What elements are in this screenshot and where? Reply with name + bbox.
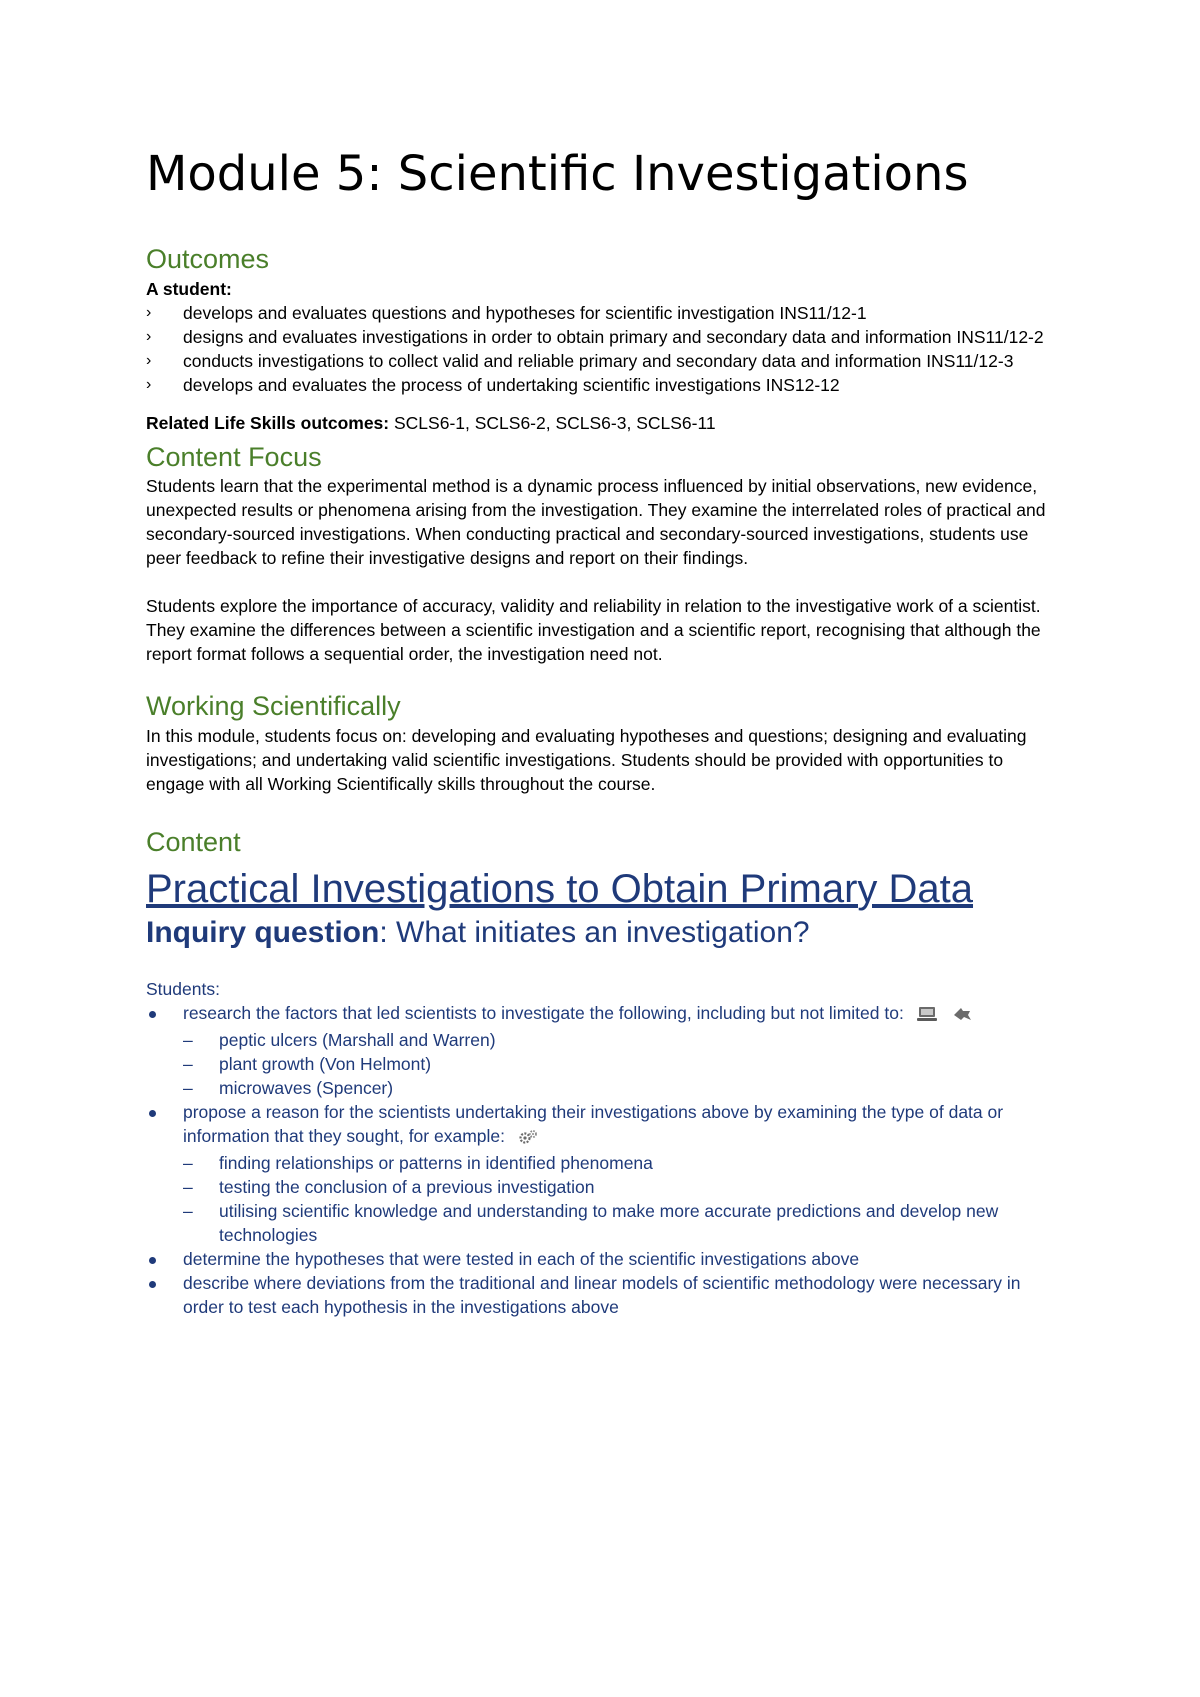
students-list [146,1001,1066,1319]
outcome-item [146,325,1066,349]
sub-list-item [183,1076,1066,1100]
chevron-right-icon: › [146,375,152,393]
dash-icon: – [183,1078,193,1099]
sub-list-item [183,1052,1066,1076]
list-item-text: propose a reason for the scientists undertaking their investigations above by examining the type of data or information that they sought, for example: [183,1102,1004,1147]
content-focus-paragraph: Students explore the importance of accuracy, validity and reliability in relation to the investigative work of a scientist. They examine the differences between a scientific investigation and a scientific report, recognising that although the report format follows a sequential order, the investigation need not. [146,596,1041,665]
sub-list-item [183,1028,1066,1052]
sub-list-text: microwaves (Spencer) [219,1078,394,1099]
working-scientifically-heading: Working Scientifically [146,691,401,722]
bullet-icon [149,1110,156,1117]
chevron-right-icon: › [146,351,152,369]
inquiry-text: : What initiates an investigation? [379,915,810,949]
practical-investigations-heading[interactable]: Practical Investigations to Obtain Primary Data [146,866,974,911]
sub-list-text: plant growth (Von Helmont) [219,1054,432,1075]
students-label: Students: [146,979,220,1000]
outcome-item [146,373,1066,397]
list-item [146,1100,1066,1247]
bullet-icon [149,1011,156,1018]
working-scientifically-section [146,690,1066,796]
related-value: SCLS6-1, SCLS6-2, SCLS6-3, SCLS6-11 [394,412,716,433]
content-heading: Content [146,827,241,858]
sub-list-item [183,1199,1066,1247]
bullet-icon [149,1257,156,1264]
outcome-text: conducts investigations to collect valid and reliable primary and secondary data and information INS11/12-3 [183,350,1014,371]
list-item-text: describe where deviations from the traditional and linear models of scientific methodology were necessary in order to test each hypothesis in the investigations above [183,1273,1021,1318]
sub-list-text: finding relationships or patterns in identified phenomena [219,1153,653,1174]
students-block [146,977,1066,1319]
sub-list [183,1028,1066,1100]
list-item [146,1001,1066,1100]
dash-icon: – [183,1054,193,1075]
critical-thinking-icon [952,1004,972,1028]
inquiry-question [146,914,1066,952]
bullet-icon [149,1281,156,1288]
outcomes-section [146,243,1066,435]
document-content [146,148,1066,1319]
chevron-right-icon: › [146,327,152,345]
sub-list-item [183,1151,1066,1175]
gears-icon [518,1127,538,1151]
list-item-text: research the factors that led scientists to investigate the following, including but not limited to: [183,1003,904,1024]
outcome-text: designs and evaluates investigations in order to obtain primary and secondary data and information INS11/12-2 [183,326,1044,347]
content-focus-section [146,441,1066,667]
outcome-text: develops and evaluates questions and hypotheses for scientific investigation INS11/12-1 [183,302,867,323]
dash-icon: – [183,1030,193,1051]
sub-list-text: testing the conclusion of a previous investigation [219,1177,595,1198]
inquiry-label: Inquiry question [146,915,380,949]
content-focus-paragraph: Students learn that the experimental method is a dynamic process influenced by initial observations, new evidence, unexpected results or phenomena arising from the investigation. They examine the interrelated roles of practical and secondary-sourced investigations. When conducting practical and secondary-sourced investigations, students use peer feedback to refine their investigative designs and report on their findings. [146,476,1046,569]
outcome-text: develops and evaluates the process of undertaking scientific investigations INS12-12 [183,374,840,395]
computer-icon [917,1004,939,1028]
list-item [146,1247,1066,1271]
outcomes-lead: A student: [146,278,232,299]
sub-list-text: utilising scientific knowledge and understanding to make more accurate predictions and develop new technologies [219,1201,999,1246]
list-item [146,1271,1066,1319]
dash-icon: – [183,1177,193,1198]
outcomes-list [146,301,1066,397]
content-focus-heading: Content Focus [146,441,322,472]
outcomes-heading: Outcomes [146,243,270,274]
dash-icon: – [183,1153,193,1174]
sub-list-item [183,1175,1066,1199]
outcome-item [146,301,1066,325]
sub-list-text: peptic ulcers (Marshall and Warren) [219,1030,496,1051]
dash-icon: – [183,1201,193,1222]
content-section [146,826,1066,1319]
related-label: Related Life Skills outcomes: [146,412,390,433]
related-outcomes [146,411,1066,435]
outcome-item [146,349,1066,373]
working-scientifically-paragraph: In this module, students focus on: developing and evaluating hypotheses and questions; designing and evaluating investigations; and undertaking valid scientific investigations. Students should be provided with opportunities to engage with all Working Scientifically skills throughout the course. [146,726,1027,795]
list-item-text: determine the hypotheses that were tested in each of the scientific investigations above [183,1249,860,1270]
page-title: Module 5: Scientific Investigations [146,146,969,202]
sub-list [183,1151,1066,1247]
chevron-right-icon: › [146,303,152,321]
